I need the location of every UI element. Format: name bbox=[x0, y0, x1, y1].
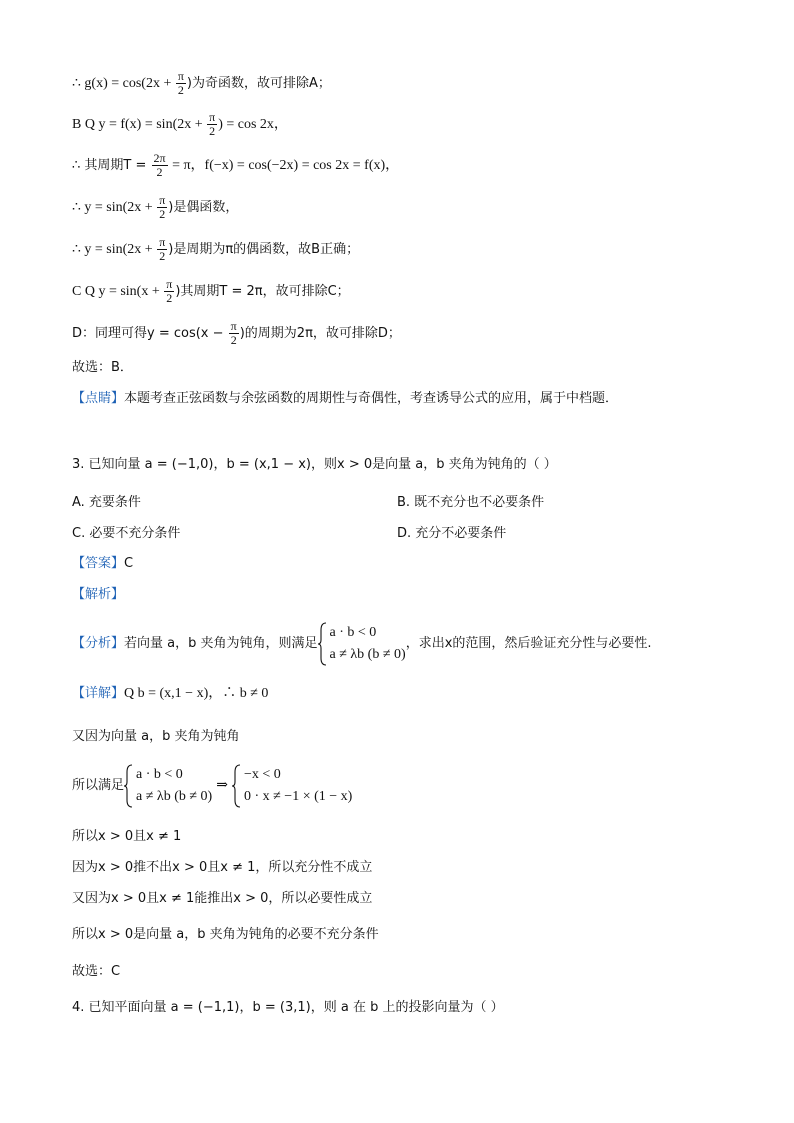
option-c: C. 必要不充分条件 bbox=[72, 526, 181, 541]
line-comment: 【点睛】本题考查正弦函数与余弦函数的周期性与奇偶性，考查诱导公式的应用，属于中档题． bbox=[72, 391, 619, 406]
brace-icon bbox=[232, 764, 241, 808]
line-g-odd: ∴ g(x) = cos(2x + $\frac{\pi}{2}$ )为奇函数，故可排除A； bbox=[72, 69, 331, 97]
answer-tag: 【答案】 bbox=[72, 556, 125, 571]
fraction: $\frac{\pi}{2}$ bbox=[166, 277, 173, 305]
line-b-function: B Q y = f(x) = sin(2x + $\frac{\pi}{2}$ ) = cos 2x， bbox=[72, 110, 288, 138]
fenxi-line: 【分析】若向量 a，b 夹角为钝角，则满足 a · b < 0 a ≠ λb (b ≠ 0) ，求出x的范围，然后验证充分性与必要性. bbox=[72, 620, 652, 668]
answer-line bbox=[72, 554, 133, 574]
detail-line: 【详解】Q b = (x,1 − x)，∴ b ≠ 0 bbox=[72, 686, 269, 701]
step-4: 因为x > 0推不出x > 0且x ≠ 1，所以充分性不成立 bbox=[72, 860, 373, 875]
fraction: $\frac{2\pi}{2}$ bbox=[153, 151, 166, 179]
step-3: 所以x > 0且x ≠ 1 bbox=[72, 829, 182, 844]
condition-system-right: −x < 0 0 · x ≠ −1 × (1 − x) bbox=[232, 764, 352, 808]
option-d: D. 充分不必要条件 bbox=[397, 526, 507, 541]
line-b-correct: ∴ y = sin(2x + $\frac{\pi}{2}$ )是周期为π的偶函数，故B正确； bbox=[72, 235, 360, 263]
condition-system-left: a · b < 0 a ≠ λb (b ≠ 0) bbox=[124, 764, 212, 808]
question-4-stem: 4. 已知平面向量 a = (−1,1)，b = (3,1)，则 a 在 b 上的投影向量为（ ） bbox=[72, 1000, 504, 1015]
fraction: $\frac{\pi}{2}$ bbox=[159, 193, 166, 221]
fenxi-tag: 【分析】 bbox=[72, 636, 125, 651]
fraction: $\frac{\pi}{2}$ bbox=[209, 110, 216, 138]
line-even: ∴ y = sin(2x + $\frac{\pi}{2}$ )是偶函数， bbox=[72, 193, 239, 221]
line-c-exclude: C Q y = sin(x + $\frac{\pi}{2}$ )其周期T = 2π，故可排除C； bbox=[72, 277, 350, 305]
step-2: 所以满足 a · b < 0 a ≠ λb (b ≠ 0) ⇒ −x < 0 0 · x ≠ −1 × (1 − x) bbox=[72, 762, 352, 810]
answer-value: C bbox=[124, 556, 134, 571]
step-1: 又因为向量 a，b 夹角为钝角 bbox=[72, 729, 240, 744]
brace-icon bbox=[124, 764, 133, 808]
brace-icon bbox=[318, 622, 327, 666]
step-5: 又因为x > 0且x ≠ 1能推出x > 0，所以必要性成立 bbox=[72, 891, 373, 906]
comment-tag: 【点睛】 bbox=[72, 391, 125, 406]
question-3-stem: 3. 已知向量 a = (−1,0)，b = (x,1 − x)，则x > 0是向量 a，b 夹角为钝角的（ ） bbox=[72, 457, 557, 472]
condition-system: a · b < 0 a ≠ λb (b ≠ 0) bbox=[318, 622, 406, 666]
detail-tag: 【详解】 bbox=[72, 686, 125, 701]
implies-arrow: ⇒ bbox=[216, 778, 228, 793]
line-period: ∴ 其周期T = $\frac{2\pi}{2}$ = π，f(−x) = cos(−2x) = cos 2x = f(x)， bbox=[72, 151, 400, 179]
fraction: $\frac{\pi}{2}$ bbox=[159, 235, 166, 263]
step-6: 所以x > 0是向量 a，b 夹角为钝角的必要不充分条件 bbox=[72, 927, 379, 942]
option-b: B. 既不充分也不必要条件 bbox=[397, 495, 545, 510]
option-a: A. 充要条件 bbox=[72, 495, 141, 510]
step-7: 故选：C bbox=[72, 964, 121, 979]
line-d-exclude: D：同理可得y = cos(x − $\frac{\pi}{2}$ )的周期为2π，故可排除D； bbox=[72, 319, 401, 347]
fraction: $\frac{\pi}{2}$ bbox=[177, 69, 184, 97]
fraction: $\frac{\pi}{2}$ bbox=[230, 319, 237, 347]
analysis-tag: 【解析】 bbox=[72, 587, 125, 602]
line-choose-b: 故选：B． bbox=[72, 360, 133, 375]
